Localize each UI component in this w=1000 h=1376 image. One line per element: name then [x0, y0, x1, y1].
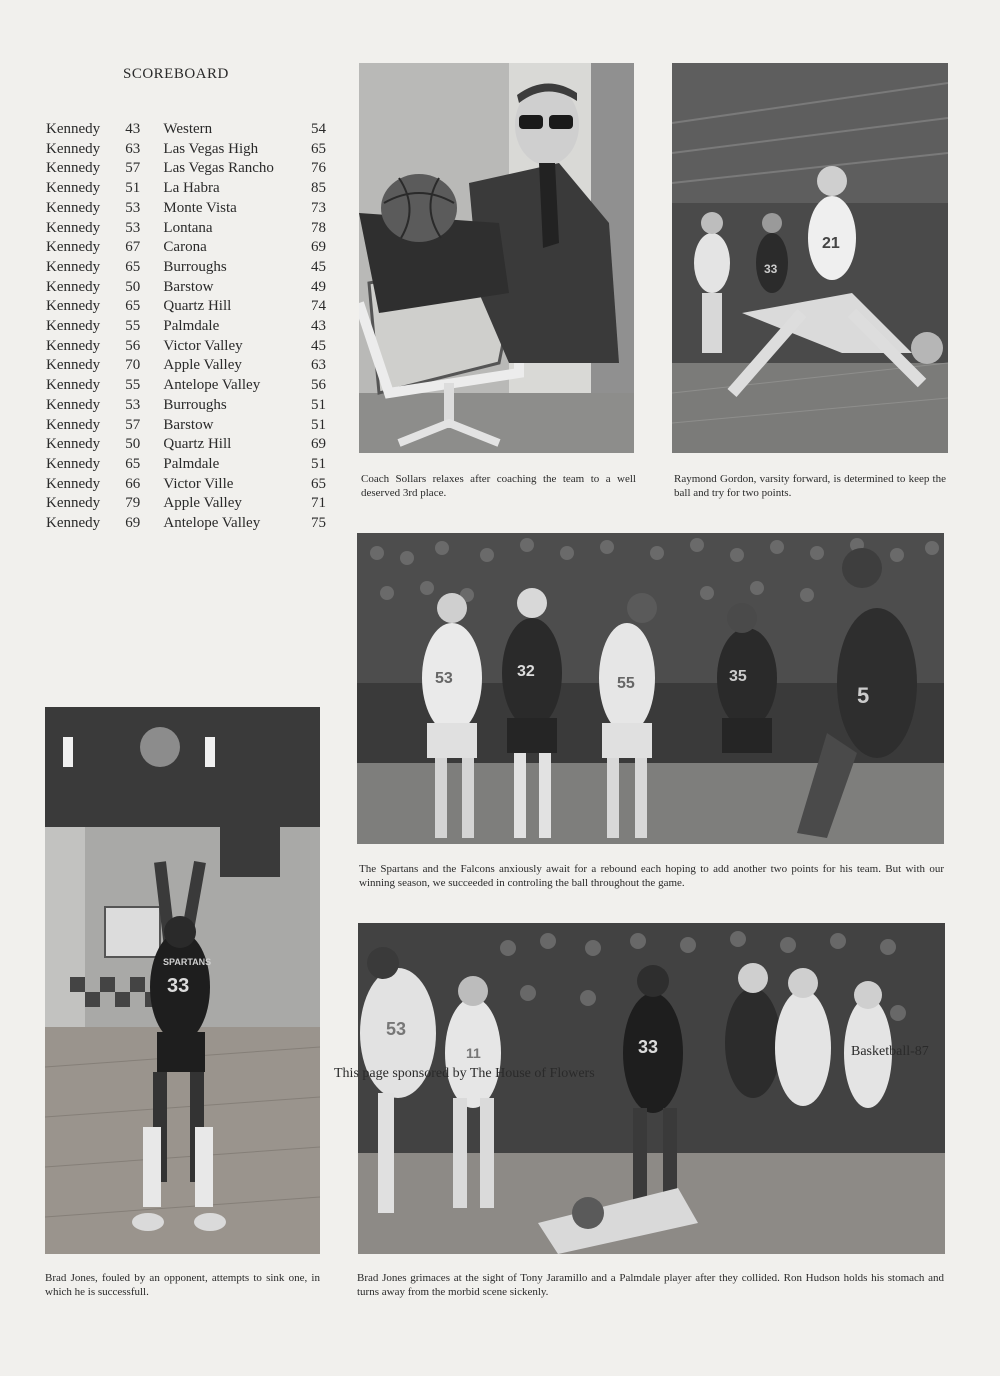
- opponent-score: 51: [311, 416, 326, 433]
- team-name: Kennedy: [46, 515, 101, 532]
- team-name: Kennedy: [46, 258, 101, 275]
- opponent-name: Palmdale: [163, 318, 220, 335]
- scoreboard-row: [46, 179, 326, 199]
- opponent-name: Palmdale: [163, 455, 220, 472]
- scoreboard-row: [46, 317, 326, 337]
- scoreboard-row: [46, 416, 326, 436]
- team-name: Kennedy: [46, 121, 101, 137]
- caption-brad-jones-free-throw: Brad Jones, fouled by an opponent, attempts to sink one, in which he is successfull.: [45, 1272, 320, 1298]
- team-score: 79: [125, 495, 141, 512]
- photo-rebound: [357, 533, 944, 844]
- jersey-number-5: 5: [857, 683, 870, 708]
- scoreboard-row: [46, 435, 326, 455]
- scoreboard-row: [46, 396, 326, 416]
- opponent-name: Monte Vista: [163, 199, 237, 216]
- scoreboard-row: [46, 376, 326, 396]
- caption-rebound: The Spartans and the Falcons anxiously await for a rebound each hoping to add another two points for his team. But with our winning season, we succeeded in controling the ball throughout the game.: [359, 863, 944, 889]
- scoreboard-row: [46, 219, 326, 239]
- opponent-name: Quartz Hill: [163, 298, 232, 315]
- scoreboard-row: [46, 120, 326, 140]
- jersey-number-33: 33: [638, 1037, 659, 1057]
- scoreboard-row: [46, 278, 326, 298]
- photo-collision: [358, 923, 945, 1254]
- opponent-score: 65: [311, 475, 326, 492]
- scoreboard-title: SCOREBOARD: [123, 66, 229, 82]
- scoreboard-row: [46, 258, 326, 278]
- team-score: 69: [125, 515, 141, 532]
- scoreboard-row: [46, 455, 326, 475]
- team-name: Kennedy: [46, 239, 101, 256]
- scoreboard-row: [46, 140, 326, 160]
- opponent-score: 69: [311, 436, 326, 453]
- jersey-number-35: 35: [729, 668, 747, 685]
- opponent-score: 49: [311, 278, 326, 295]
- opponent-score: 74: [311, 298, 326, 315]
- opponent-name: Victor Valley: [163, 337, 243, 354]
- team-score: 65: [125, 298, 141, 315]
- opponent-name: Antelope Valley: [163, 515, 261, 532]
- opponent-name: Barstow: [163, 278, 214, 295]
- opponent-score: 51: [311, 455, 326, 472]
- scoreboard-row: [46, 337, 326, 357]
- team-name: Kennedy: [46, 160, 101, 177]
- team-name: Kennedy: [46, 436, 101, 453]
- opponent-name: La Habra: [163, 180, 220, 197]
- team-score: 57: [125, 416, 141, 433]
- jersey-number-53: 53: [386, 1019, 407, 1039]
- team-name: Kennedy: [46, 180, 101, 197]
- jersey-number-33: 33: [167, 975, 190, 997]
- opponent-score: 45: [311, 258, 326, 275]
- team-score: 56: [125, 337, 141, 354]
- team-score: 65: [125, 455, 141, 472]
- opponent-name: Victor Ville: [163, 475, 234, 492]
- team-score: 55: [125, 318, 141, 335]
- team-score: 63: [125, 140, 141, 157]
- team-name: Kennedy: [46, 318, 101, 335]
- opponent-score: 63: [311, 357, 326, 374]
- team-name: Kennedy: [46, 140, 101, 157]
- team-name: Kennedy: [46, 455, 101, 472]
- opponent-name: Apple Valley: [163, 495, 242, 512]
- jersey-number-11: 11: [466, 1045, 481, 1061]
- scoreboard-row: [46, 514, 326, 534]
- jersey-number-opponent: 33: [764, 262, 778, 276]
- opponent-name: Antelope Valley: [163, 377, 261, 394]
- jersey-team-spartans: SPARTANS: [163, 957, 212, 967]
- opponent-name: Western: [163, 121, 213, 137]
- team-score: 50: [125, 436, 141, 453]
- opponent-name: Carona: [163, 239, 207, 256]
- team-name: Kennedy: [46, 298, 101, 315]
- team-score: 53: [125, 396, 141, 413]
- team-name: Kennedy: [46, 337, 101, 354]
- team-name: Kennedy: [46, 357, 101, 374]
- opponent-name: Lontana: [163, 219, 213, 236]
- team-name: Kennedy: [46, 416, 101, 433]
- opponent-score: 85: [311, 180, 326, 197]
- jersey-number-53: 53: [435, 670, 453, 687]
- opponent-name: Burroughs: [163, 258, 227, 275]
- opponent-name: Quartz Hill: [163, 436, 232, 453]
- opponent-score: 78: [311, 219, 326, 236]
- team-name: Kennedy: [46, 278, 101, 295]
- scoreboard-table: [46, 120, 326, 534]
- team-score: 55: [125, 377, 141, 394]
- scoreboard-row: [46, 238, 326, 258]
- team-score: 53: [125, 199, 141, 216]
- photo-coach-sollars: [359, 63, 634, 453]
- team-score: 53: [125, 219, 141, 236]
- opponent-score: 73: [311, 199, 326, 216]
- team-name: Kennedy: [46, 219, 101, 236]
- team-score: 51: [125, 180, 141, 197]
- scoreboard-row: [46, 475, 326, 495]
- opponent-score: 71: [311, 495, 326, 512]
- scoreboard-row: [46, 199, 326, 219]
- photo-raymond-gordon: [672, 63, 948, 453]
- team-score: 43: [125, 121, 141, 137]
- caption-raymond-gordon: Raymond Gordon, varsity forward, is determined to keep the ball and try for two points.: [674, 473, 946, 499]
- opponent-score: 65: [311, 140, 326, 157]
- opponent-score: 69: [311, 239, 326, 256]
- opponent-score: 54: [311, 121, 326, 137]
- opponent-score: 45: [311, 337, 326, 354]
- sponsor-line: This page sponsored by The House of Flowers: [334, 1066, 595, 1081]
- opponent-name: Barstow: [163, 416, 214, 433]
- team-score: 57: [125, 160, 141, 177]
- jersey-number-55: 55: [617, 675, 635, 692]
- scoreboard-row: [46, 297, 326, 317]
- team-name: Kennedy: [46, 377, 101, 394]
- photo-brad-jones-free-throw: [45, 707, 320, 1254]
- caption-collision: Brad Jones grimaces at the sight of Tony Jaramillo and a Palmdale player after they collided. Ron Hudson holds his stomach and turns away from the morbid scene sickenly.: [357, 1272, 944, 1298]
- opponent-name: Las Vegas Rancho: [163, 160, 274, 177]
- team-score: 50: [125, 278, 141, 295]
- opponent-score: 56: [311, 377, 326, 394]
- team-score: 70: [125, 357, 141, 374]
- opponent-score: 43: [311, 318, 326, 335]
- team-name: Kennedy: [46, 495, 101, 512]
- opponent-name: Las Vegas High: [163, 140, 259, 157]
- team-score: 67: [125, 239, 141, 256]
- jersey-number-32: 32: [517, 663, 535, 680]
- scoreboard-row: [46, 494, 326, 514]
- scoreboard-row: [46, 159, 326, 179]
- team-name: Kennedy: [46, 475, 101, 492]
- team-name: Kennedy: [46, 199, 101, 216]
- opponent-score: 75: [311, 515, 326, 532]
- opponent-name: Burroughs: [163, 396, 227, 413]
- jersey-number-gordon: 21: [822, 235, 840, 252]
- opponent-name: Apple Valley: [163, 357, 242, 374]
- opponent-score: 51: [311, 396, 326, 413]
- scoreboard-row: [46, 356, 326, 376]
- page-number: Basketball-87: [851, 1044, 929, 1059]
- team-score: 66: [125, 475, 141, 492]
- team-score: 65: [125, 258, 141, 275]
- opponent-score: 76: [311, 160, 326, 177]
- team-name: Kennedy: [46, 396, 101, 413]
- caption-coach-sollars: Coach Sollars relaxes after coaching the team to a well deserved 3rd place.: [361, 473, 636, 499]
